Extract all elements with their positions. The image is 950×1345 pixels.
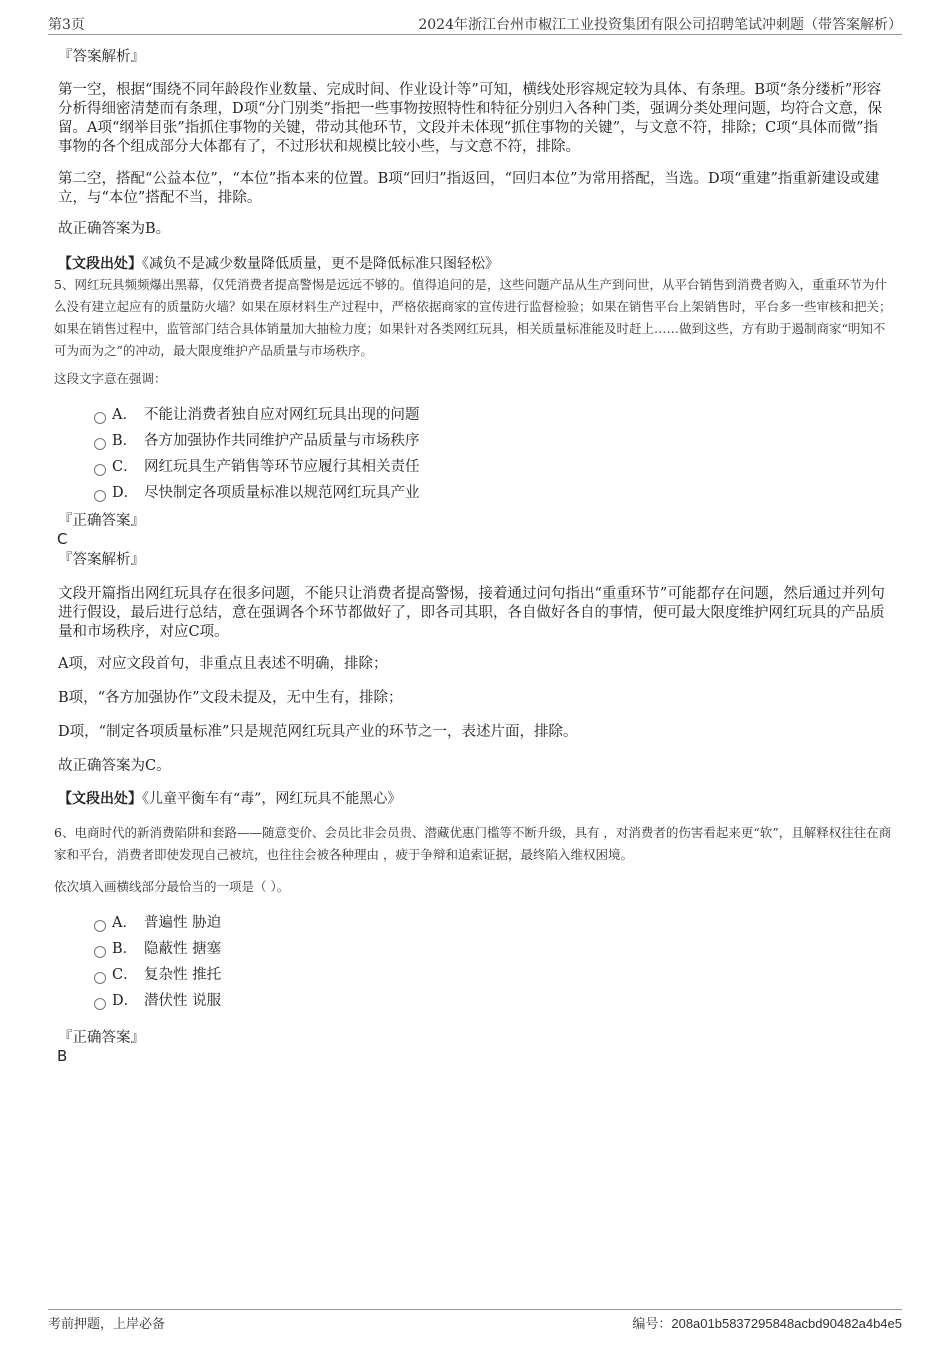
q4-analysis-p1: 第一空，根据“围绕不同年龄段作业数量、完成时间、作业设计等”可知，横线处形容规定较为具体、有条理。B项“条分缕析”形容分析得细密清楚而有条理，D项“分门别类”指把一些事物按照特性和特征分别归入各种门类，强调分类处理问题，均符合文意，保留。A项“纲举目张”指抓住事物的关键，带动其他环节，文段并未体现“抓住事物的关键”，与文意不符，排除；C项“具体而微”指事物的各个组成部分大体都有了，不过形状和规模比较小些，与文意不符，排除。 [58,82,882,155]
q4-analysis-label: 『答案解析』 [58,49,145,65]
document-code [632,1313,902,1332]
option-text: 普遍性 胁迫 [144,915,222,931]
radio-icon[interactable] [94,490,106,502]
q5-analysis-p3: B项，“各方加强协作”文段未提及，无中生有，排除； [58,690,403,706]
q5-option-b[interactable] [94,431,420,451]
q6-stem: 6、电商时代的新消费陷阱和套路——随意变价、会员比非会员贵、潜藏优惠门槛等不断升级，具有 ，对消费者的伤害看起来更“软”，且解释权往往在商家和平台，消费者即使发现自己被坑，也往往会被各种理由 ，疲于争辩和追索证据，最终陷入维权困境。 [54,825,892,862]
q5-stem: 5、网红玩具频频爆出黑幕，仅凭消费者提高警惕是远远不够的。值得追问的是，这些问题产品从生产到问世，从平台销售到消费者购入，重重环节为什么没有建立起应有的质量防火墙？如果在原材料生产过程中，严格依据商家的宣传进行监督检验；如果在销售平台上架销售时，平台多一些审核和把关；如果在销售过程中，监管部门结合具体销量加大抽检力度；如果针对各类网红玩具，相关质量标准能及时赶上……做到这些，方有助于遏制商家“明知不可为而为之”的冲动，最大限度维护产品质量与市场秩序。 [54,277,892,358]
option-letter: D． [112,485,139,501]
q6-option-c[interactable] [94,965,221,985]
option-letter: B． [112,433,138,449]
q4-source-label: 【文段出处】 [58,256,142,272]
option-text: 复杂性 推托 [144,967,222,983]
footer-slogan: 考前押题，上岸必备 [48,1317,166,1332]
q5-answer-label: 『正确答案』 [58,513,145,529]
q5-option-c[interactable] [94,457,420,477]
q5-option-d[interactable] [94,483,420,503]
header-divider [48,34,902,35]
q5-option-a[interactable] [94,405,420,425]
q5-source-label: 【文段出处】 [58,791,142,807]
page-footer [48,1313,902,1333]
document-code-value: 208a01b5837295848acbd90482a4b4e5 [671,1316,902,1331]
radio-icon[interactable] [94,412,106,424]
footer-divider [48,1309,902,1310]
radio-icon[interactable] [94,972,106,984]
q5-source-title: 《儿童平衡车有“毒”，网红玩具不能黑心》 [142,791,402,807]
q6-option-a[interactable] [94,913,221,933]
q5-answer: C [57,530,68,548]
option-letter: A． [112,407,137,423]
document-code-label: 编号： [632,1317,672,1332]
option-text: 隐蔽性 搪塞 [144,941,222,957]
q6-prompt: 依次填入画横线部分最恰当的一项是（ ）。 [54,879,290,894]
q4-source [58,254,888,274]
radio-icon[interactable] [94,464,106,476]
q6-answer: B [57,1047,68,1065]
option-letter: C． [112,459,138,475]
q5-analysis-p2: A项，对应文段首句，非重点且表述不明确，排除； [58,656,388,672]
option-letter: C． [112,967,138,983]
q6-option-b[interactable] [94,939,221,959]
q5-analysis-p5: 故正确答案为C。 [58,758,171,774]
radio-icon[interactable] [94,946,106,958]
page-header [48,14,902,34]
q5-prompt: 这段文字意在强调： [54,371,167,386]
option-text: 不能让消费者独自应对网红玩具出现的问题 [144,407,420,423]
option-text: 网红玩具生产销售等环节应履行其相关责任 [144,459,420,475]
option-letter: A． [112,915,137,931]
document-title: 2024年浙江台州市椒江工业投资集团有限公司招聘笔试冲刺题（带答案解析） [418,17,902,33]
q6-option-d[interactable] [94,991,221,1011]
page-number: 第3页 [48,17,85,33]
option-text: 潜伏性 说服 [144,993,222,1009]
radio-icon[interactable] [94,998,106,1010]
option-text: 尽快制定各项质量标准以规范网红玩具产业 [144,485,420,501]
q5-source [58,789,888,809]
option-letter: D． [112,993,139,1009]
option-text: 各方加强协作共同维护产品质量与市场秩序 [144,433,420,449]
q4-source-title: 《减负不是减少数量降低质量，更不是降低标准只图轻松》 [142,256,499,272]
q5-analysis-p4: D项，“制定各项质量标准”只是规范网红玩具产业的环节之一，表述片面，排除。 [58,724,578,740]
q5-analysis-p1: 文段开篇指出网红玩具存在很多问题，不能只让消费者提高警惕，接着通过问句指出“重重环节”可能都存在问题，然后通过并列句进行假设，最后进行总结，意在强调各个环节都做好了，即各司其职，各自做好各自的事情，便可最大限度维护网红玩具的产品质量和市场秩序，对应C项。 [58,586,885,640]
q5-analysis-label: 『答案解析』 [58,552,145,568]
option-letter: B． [112,941,138,957]
q6-answer-label: 『正确答案』 [58,1030,145,1046]
q4-analysis-p3: 故正确答案为B。 [58,221,171,237]
radio-icon[interactable] [94,438,106,450]
q4-analysis-p2: 第二空，搭配“公益本位”，“本位”指本来的位置。B项“回归”指返回，“回归本位”为常用搭配，当选。D项“重建”指重新建设或建立，与“本位”搭配不当，排除。 [58,171,880,206]
radio-icon[interactable] [94,920,106,932]
